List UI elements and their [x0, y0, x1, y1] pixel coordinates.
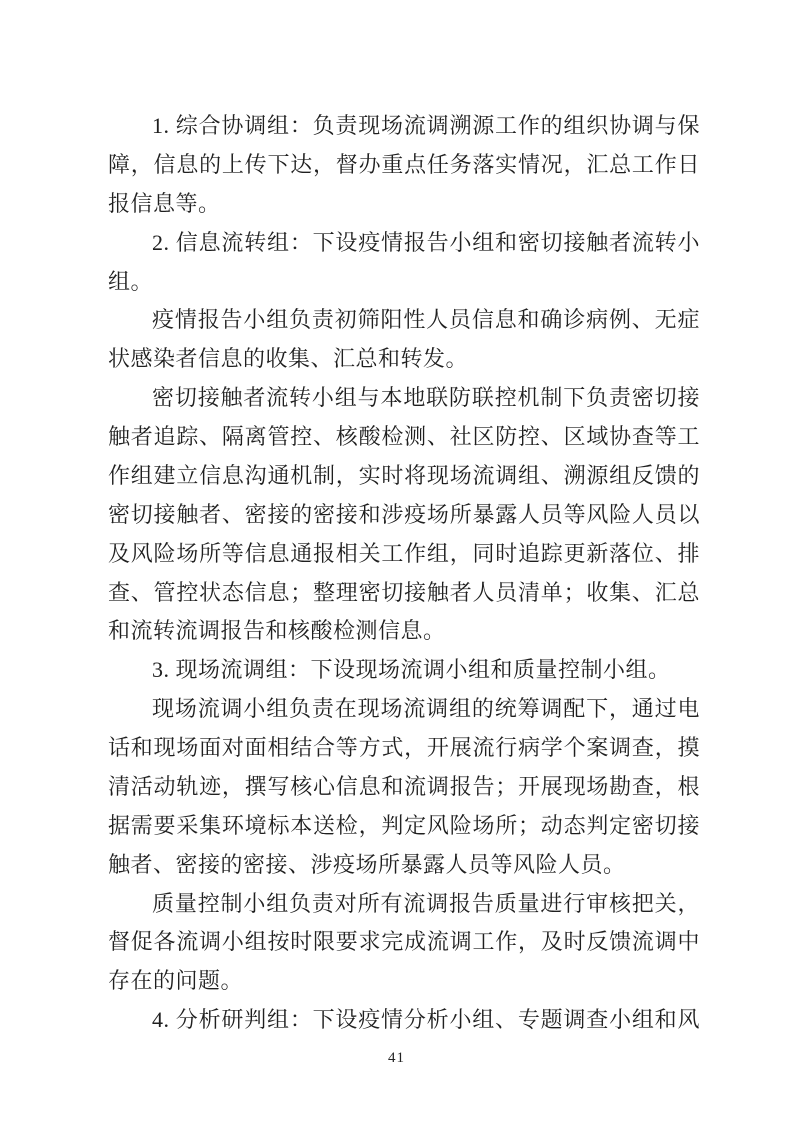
text-line: 存在的问题。	[108, 968, 244, 994]
text-line: 清活动轨迹，撰写核心信息和流调报告；开展现场勘查，根	[108, 773, 700, 799]
page-number: 41	[388, 1050, 405, 1066]
text-line: 障，信息的上传下达，督办重点任务落实情况，汇总工作日	[108, 151, 700, 177]
text-line: 3. 现场流调组：下设现场流调小组和质量控制小组。	[152, 657, 671, 683]
text-line: 触者、密接的密接、涉疫场所暴露人员等风险人员。	[108, 851, 626, 877]
text-line: 密切接触者流转小组与本地联防联控机制下负责密切接	[152, 385, 700, 411]
text-line: 作组建立信息沟通机制，实时将现场流调组、溯源组反馈的	[108, 462, 700, 488]
text-line: 密切接触者、密接的密接和涉疫场所暴露人员等风险人员以	[108, 501, 700, 527]
text-line: 1. 综合协调组：负责现场流调溯源工作的组织协调与保	[152, 113, 700, 138]
text-line: 据需要采集环境标本送检，判定风险场所；动态判定密切接	[108, 812, 700, 838]
text-line: 2. 信息流转组：下设疫情报告小组和密切接触者流转小	[152, 229, 700, 255]
text-line: 报信息等。	[108, 190, 221, 216]
text-line: 质量控制小组负责对所有流调报告质量进行审核把关，	[152, 890, 700, 916]
text-line: 状感染者信息的收集、汇总和转发。	[108, 346, 469, 372]
text-line: 和流转流调报告和核酸检测信息。	[108, 618, 446, 644]
text-line: 疫情报告小组负责初筛阳性人员信息和确诊病例、无症	[152, 307, 700, 333]
text-line: 组。	[108, 268, 154, 294]
document-body-text	[108, 107, 700, 1040]
text-line: 督促各流调小组按时限要求完成流调工作，及时反馈流调中	[108, 929, 700, 955]
text-line: 现场流调小组负责在现场流调组的统筹调配下，通过电	[152, 696, 700, 722]
text-line: 查、管控状态信息；整理密切接触者人员清单；收集、汇总	[108, 579, 700, 605]
text-line: 触者追踪、隔离管控、核酸检测、社区防控、区域协查等工	[108, 424, 700, 449]
text-line: 话和现场面对面相结合等方式，开展流行病学个案调查，摸	[108, 735, 700, 760]
text-line: 4. 分析研判组：下设疫情分析小组、专题调查小组和风	[152, 1007, 700, 1033]
text-line: 及风险场所等信息通报相关工作组，同时追踪更新落位、排	[108, 540, 700, 566]
